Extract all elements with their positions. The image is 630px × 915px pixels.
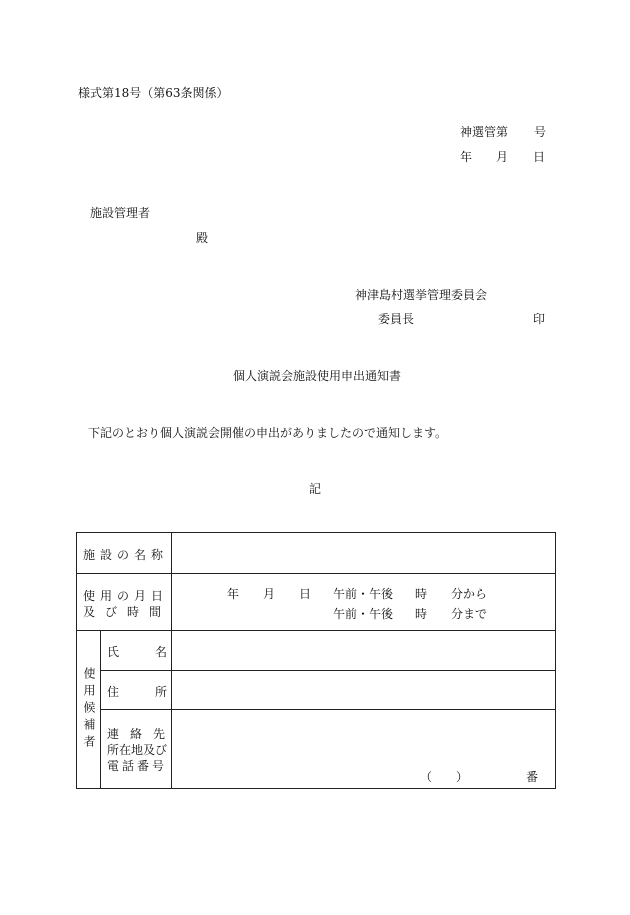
- issuer-title: 委員長: [378, 312, 415, 326]
- start-minute-suffix: 分から: [451, 587, 488, 601]
- start-ampm: 午前・午後: [333, 587, 394, 601]
- phone-area-code: （ ）: [420, 770, 469, 784]
- row-divider: [100, 670, 555, 671]
- contact-label-line2: 所在地及び: [107, 743, 168, 757]
- honorific: 殿: [196, 231, 209, 245]
- datetime-label-line1: 使用の月日: [83, 589, 169, 603]
- end-hour: 時: [415, 607, 428, 621]
- document-title: 個人演説会施設使用申出通知書: [233, 369, 402, 383]
- facility-name-field[interactable]: [177, 539, 547, 567]
- date-day: 日: [533, 150, 546, 164]
- document-number-label: 神選管第: [460, 125, 509, 139]
- candidate-label: 使用候補者: [82, 667, 96, 752]
- form-number: 様式第18号（第63条関係）: [78, 86, 229, 100]
- datetime-label-line2: 及び時間: [83, 605, 172, 619]
- ki-marker: 記: [309, 482, 322, 496]
- datetime-year: 年: [227, 587, 240, 601]
- row-divider: [77, 573, 555, 574]
- column-divider: [171, 533, 172, 788]
- start-hour: 時: [415, 587, 428, 601]
- address-label-first: 住: [107, 685, 120, 699]
- candidate-name-field[interactable]: [177, 636, 547, 664]
- row-divider: [100, 709, 555, 710]
- address-label-second: 所: [155, 685, 168, 699]
- candidate-address-field[interactable]: [177, 676, 547, 704]
- usage-table: [76, 532, 556, 789]
- facility-name-label: 施設の名称: [83, 548, 169, 562]
- end-minute-suffix: 分まで: [451, 607, 488, 621]
- column-divider: [100, 630, 101, 788]
- datetime-month: 月: [263, 587, 276, 601]
- datetime-day: 日: [299, 587, 312, 601]
- contact-label-line3: 電話番号: [107, 759, 168, 773]
- body-text: 下記のとおり個人演説会開催の申出がありましたので通知します。: [88, 426, 448, 440]
- contact-field[interactable]: [177, 715, 547, 763]
- name-label-second: 名: [155, 645, 168, 659]
- issuer-organization: 神津島村選挙管理委員会: [355, 288, 488, 302]
- end-ampm: 午前・午後: [333, 607, 394, 621]
- date-year: 年: [460, 150, 473, 164]
- name-label-first: 氏: [107, 645, 120, 659]
- seal-mark: 印: [533, 312, 546, 326]
- date-month: 月: [496, 150, 509, 164]
- contact-label-line1: 連絡先: [107, 727, 177, 741]
- row-divider: [77, 630, 555, 631]
- phone-suffix: 番: [526, 770, 539, 784]
- document-number-unit: 号: [534, 125, 547, 139]
- addressee: 施設管理者: [90, 206, 151, 220]
